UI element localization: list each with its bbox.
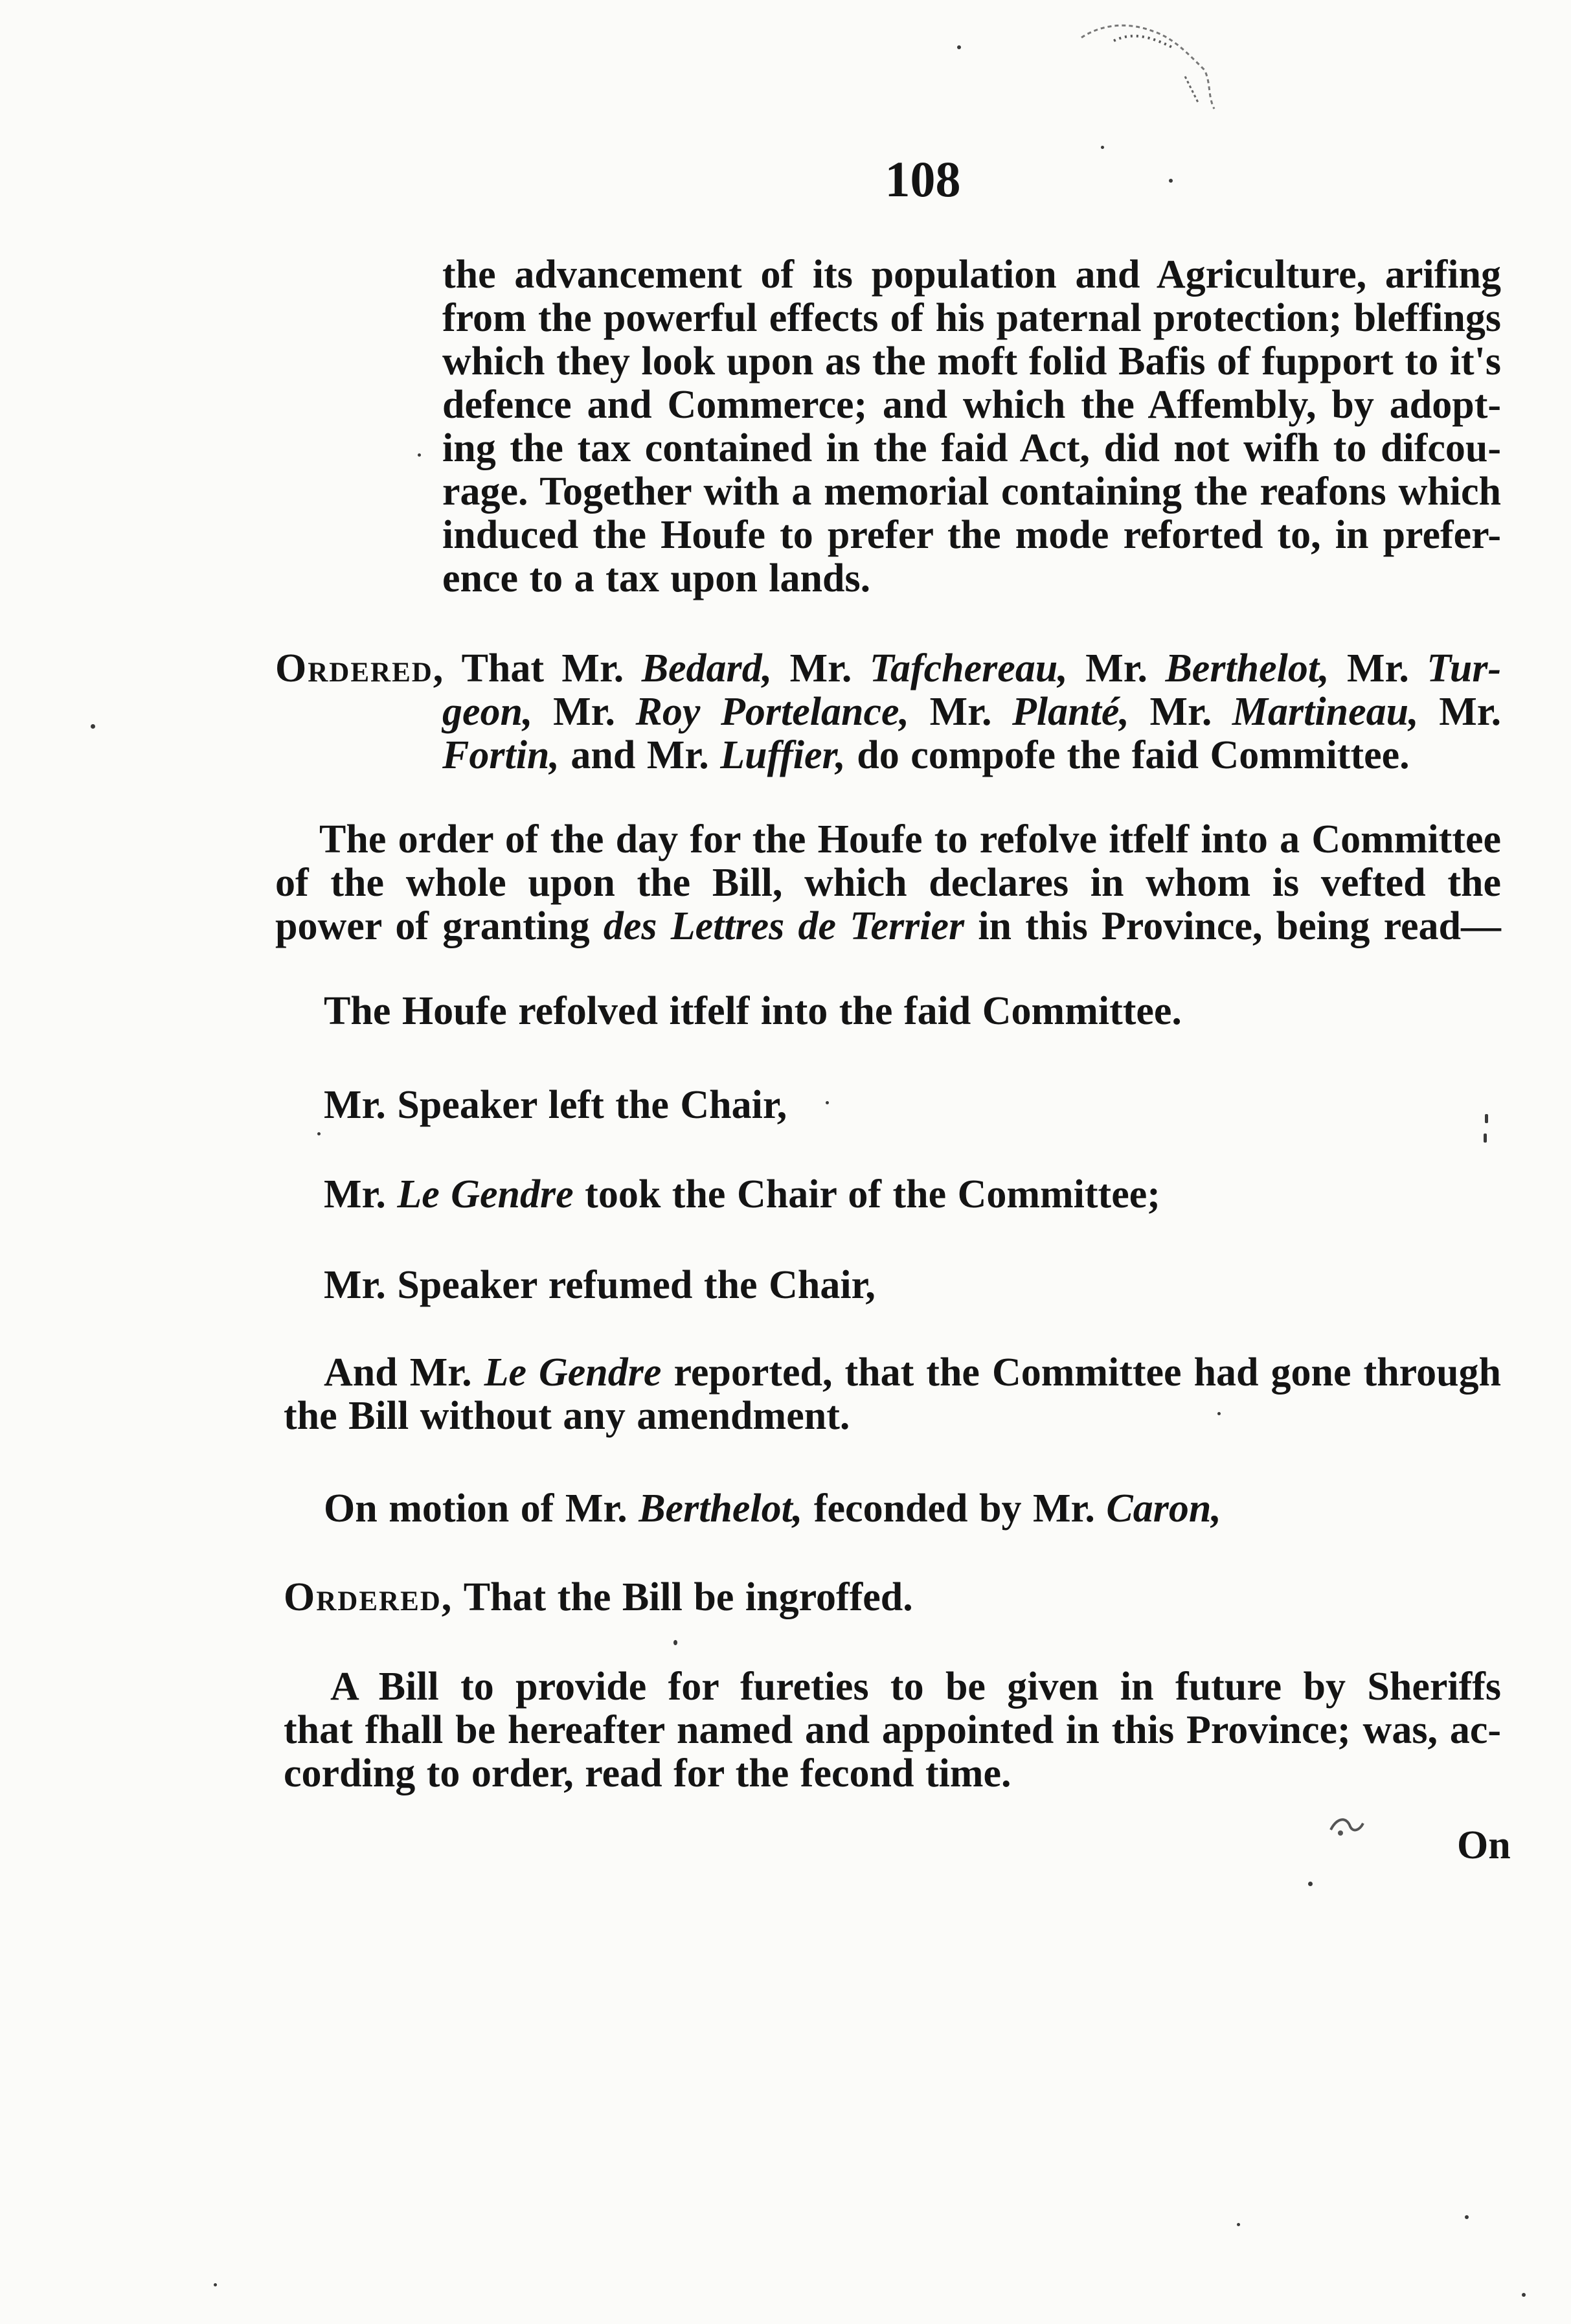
text-line: The order of the day for the Houfe to refolve itfelf into a Committee	[319, 817, 1501, 861]
text-line	[275, 904, 1501, 948]
member-name: Bedard,	[641, 646, 773, 690]
text-span: in this Province, being read—	[978, 904, 1501, 948]
catchword: On	[1457, 1823, 1511, 1867]
member-name: Tafchereau,	[869, 646, 1068, 690]
text-line: the advancement of its population and Agriculture, arifing	[442, 253, 1501, 297]
speck	[1101, 146, 1104, 149]
member-name: Caron,	[1106, 1487, 1221, 1531]
speck	[673, 1640, 677, 1645]
member-name: Le Gendre	[484, 1350, 662, 1395]
speaker-left-line: Mr. Speaker left the Chair,	[324, 1083, 787, 1127]
text-span: And Mr.	[324, 1350, 472, 1395]
member-name: Tur-	[1427, 646, 1502, 690]
text-line: which they look upon as the moft folid Bafis of fupport to it's	[442, 339, 1501, 383]
text-span: power of granting	[275, 904, 590, 948]
text-line: of the whole upon the Bill, which declares in whom is vefted the	[275, 861, 1501, 905]
text-line	[442, 690, 1501, 734]
speck	[826, 1101, 829, 1104]
speck	[1484, 1134, 1487, 1143]
text-span: Mr.	[1149, 690, 1212, 734]
speck	[1169, 179, 1173, 183]
speck	[1522, 2293, 1526, 2297]
text-span: do compofe the faid Committee.	[857, 733, 1410, 777]
speck	[957, 45, 961, 49]
member-name: Berthelot,	[1165, 646, 1329, 690]
member-name: Planté,	[1012, 690, 1129, 734]
member-name: Le Gendre	[397, 1172, 574, 1216]
text-line: from the powerful effects of his paternal protection; bleffings	[442, 296, 1501, 340]
member-name: Berthelot,	[639, 1487, 803, 1531]
page-number: 108	[885, 151, 961, 207]
speck	[1485, 1114, 1488, 1123]
speck	[1308, 1882, 1313, 1886]
text-line	[275, 646, 1501, 690]
printer-ornament-icon	[1328, 1814, 1366, 1840]
text-line: rage. Together with a memorial containing the reafons which	[442, 470, 1501, 514]
italic-term: des Lettres de Terrier	[603, 904, 965, 948]
text-span: Mr.	[324, 1172, 386, 1216]
member-name: Fortin,	[442, 733, 559, 777]
text-line: induced the Houfe to prefer the mode reforted to, in prefer-	[442, 513, 1501, 557]
took-chair-line	[324, 1172, 1160, 1216]
text-span: Mr.	[1085, 646, 1148, 690]
member-name: geon,	[442, 690, 533, 734]
speck	[1217, 1412, 1221, 1415]
speck	[214, 2283, 217, 2286]
text-span: took the Chair of the Committee;	[585, 1172, 1160, 1216]
text-span: reported, that the Committee had gone through	[673, 1350, 1502, 1395]
ink-smudge-graphic	[1075, 12, 1224, 122]
text-line: defence and Commerce; and which the Affembly, by adopt-	[442, 383, 1501, 427]
text-span: feconded by Mr.	[813, 1487, 1095, 1531]
ordered-ingrossed-line	[284, 1575, 913, 1619]
text-span: Mr.	[553, 690, 615, 734]
text-span: Mr.	[1439, 690, 1502, 734]
text-span: That the Bill be ingroffed.	[463, 1575, 913, 1619]
text-line: that fhall be hereafter named and appointed in this Province; was, ac-	[284, 1708, 1501, 1752]
text-line: cording to order, read for the fecond time.	[284, 1751, 1012, 1795]
member-name: Martineau,	[1232, 690, 1419, 734]
text-line: the Bill without any amendment.	[284, 1394, 850, 1438]
speck	[1465, 2215, 1469, 2219]
text-line: ing the tax contained in the faid Act, did not wifh to difcou-	[442, 426, 1501, 470]
text-span: That Mr.	[461, 646, 624, 690]
text-span: Mr.	[1347, 646, 1409, 690]
ordered-label: Ordered,	[284, 1575, 453, 1619]
speaker-resumed-line: Mr. Speaker refumed the Chair,	[324, 1263, 876, 1307]
ordered-label: Ordered,	[275, 646, 445, 690]
resolved-line: The Houfe refolved itfelf into the faid Committee.	[324, 989, 1182, 1033]
speck	[1237, 2223, 1240, 2226]
member-name: Roy Portelance,	[635, 690, 909, 734]
text-line: A Bill to provide for fureties to be given in future by Sheriffs	[330, 1665, 1501, 1709]
text-span: Mr.	[789, 646, 852, 690]
speck	[418, 453, 421, 457]
speck	[317, 1132, 321, 1135]
text-line	[442, 733, 1410, 777]
speck	[91, 724, 95, 729]
member-name: Luffier,	[720, 733, 846, 777]
text-line: ence to a tax upon lands.	[442, 556, 871, 600]
text-span: Mr.	[929, 690, 992, 734]
text-span: and Mr.	[571, 733, 709, 777]
motion-line	[324, 1487, 1221, 1531]
text-span: On motion of Mr.	[324, 1487, 627, 1531]
text-line	[324, 1350, 1501, 1395]
